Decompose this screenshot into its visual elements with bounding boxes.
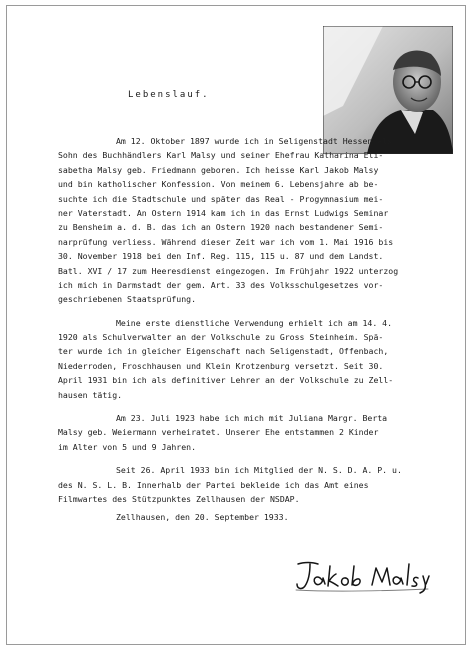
text-line: Malsy geb. Weiermann verheiratet. Unserer Ehe entstammen 2 Kinder [58,427,379,438]
text-line: Batl. XVI / 17 zum Heeresdienst eingezogen. Im Frühjahr 1922 unterzog [58,265,399,276]
text-line: 30. November 1918 bei den Inf. Reg. 115, 115 u. 87 und dem Landst. [58,251,384,262]
text-line: April 1931 bin ich als definitiver Lehrer an der Volkschule zu Zell- [58,375,394,386]
letter-body [58,134,454,525]
document-title: Lebenslauf. [128,90,210,100]
text-line: des N. S. L. B. Innerhalb der Partei bekleide ich das Amt eines [58,479,369,490]
text-line: Am 12. Oktober 1897 wurde ich in Seligenstadt Hessen als [116,136,393,146]
text-line: Seit 26. April 1933 bin ich Mitglied der N. S. D. A. P. u. [116,465,402,476]
text-line: hausen tätig. [58,389,123,400]
text-line: ich mich in Darmstadt der gem. Art. 33 des Volksschulgesetzes vor- [58,279,384,290]
text-line: suchte ich die Stadtschule und später das Real - Progymnasium mei- [58,193,384,204]
text-line: geschriebenen Staatsprüfung. [58,294,197,305]
text-line: zu Bensheim a. d. B. das ich an Ostern 1920 nach bestandener Semi- [58,222,384,233]
text-line: ner Vaterstadt. An Ostern 1914 kam ich in das Ernst Ludwigs Seminar [58,207,389,218]
paragraph-4 [58,463,454,506]
handwritten-signature [292,556,432,594]
text-line: Meine erste dienstliche Verwendung erhielt ich am 14. 4. [116,317,393,328]
text-line: Am 23. Juli 1923 habe ich mich mit Juliana Margr. Berta [116,413,388,424]
paragraph-3 [58,411,454,454]
text-line: 1920 als Schulverwalter an der Volkschule zu Gross Steinheim. Spä- [58,332,384,343]
text-line: narprüfung verliess. Während dieser Zeit war ich vom 1. Mai 1916 bis [58,236,394,247]
paragraph-1 [58,134,454,307]
text-line: Niederroden, Froschhausen und Klein Krotzenburg versetzt. Seit 30. [58,360,384,371]
text-line: Filmwartes des Stützpunktes Zellhausen der NSDAP. [58,493,300,504]
text-line: und bin katholischer Konfession. Von meinem 6. Lebensjahre ab be- [58,179,379,190]
paragraph-2 [58,316,454,402]
text-line: ter wurde ich in gleicher Eigenschaft nach Seligenstadt, Offenbach, [58,346,389,357]
text-line: sabetha Malsy geb. Friedmann geboren. Ich heisse Karl Jakob Malsy [58,164,379,175]
text-line: Sohn des Buchhändlers Karl Malsy und seiner Ehefrau Katharina Eli- [58,150,384,161]
closing-place-date: Zellhausen, den 20. September 1933. [116,512,289,523]
text-line: im Alter von 5 und 9 Jahren. [58,441,197,452]
